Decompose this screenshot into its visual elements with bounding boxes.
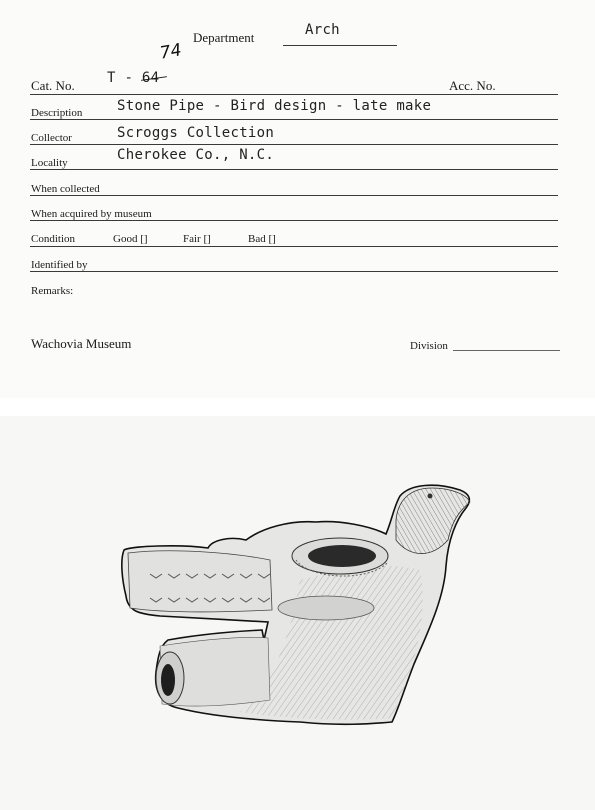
cat-no-correction: 74: [158, 40, 184, 64]
cat-no-label: Cat. No.: [31, 78, 75, 93]
bird-head: [396, 488, 470, 554]
identified-by-label: Identified by: [31, 259, 88, 271]
locality-label: Locality: [31, 157, 68, 169]
cat-no-original: T - 64: [107, 70, 160, 86]
when-collected-label: When collected: [31, 183, 100, 195]
bowl-opening: [308, 545, 376, 567]
bird-eye: [428, 494, 433, 499]
acc-no-label: Acc. No.: [449, 78, 496, 93]
lower-tube-opening: [161, 664, 175, 696]
department-label: Department: [193, 30, 255, 45]
collector-label: Collector: [31, 132, 72, 144]
description-label: Description: [31, 107, 83, 119]
condition-label: Condition: [31, 233, 76, 245]
locality-value: Cherokee Co., N.C.: [117, 147, 275, 163]
wing-lug: [278, 596, 374, 620]
when-acquired-label: When acquired by museum: [31, 208, 152, 220]
condition-bad: Bad []: [248, 233, 276, 245]
department-value: Arch: [305, 22, 340, 38]
stem-tube: [128, 551, 272, 612]
condition-good: Good []: [113, 233, 148, 245]
condition-fair: Fair []: [183, 233, 211, 245]
description-value: Stone Pipe - Bird design - late make: [117, 98, 432, 114]
museum-name: Wachovia Museum: [31, 336, 132, 351]
collector-value: Scroggs Collection: [117, 125, 275, 141]
division-label: Division: [410, 340, 448, 352]
remarks-label: Remarks:: [31, 285, 74, 297]
